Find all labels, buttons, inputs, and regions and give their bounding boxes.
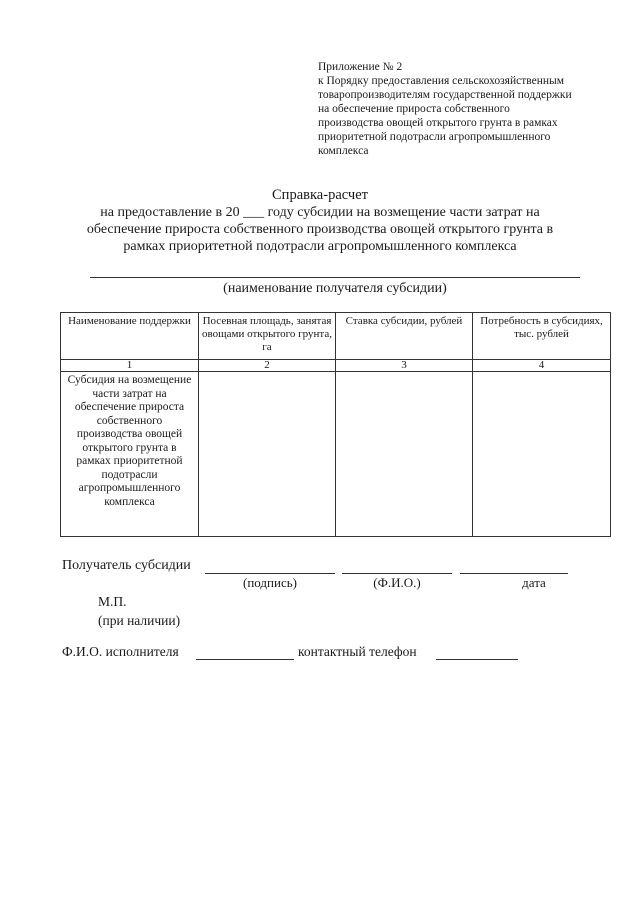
recipient-caption: (наименование получателя субсидии): [223, 281, 447, 296]
title-line: рамках приоритетной подотрасли агропромышленного комплекса: [123, 239, 517, 254]
name-line[interactable]: [342, 573, 452, 574]
recipient-name-line: [90, 277, 580, 278]
annex-line: на обеспечение прироста собственного: [318, 103, 510, 115]
column-header: Ставка субсидии, рублей: [336, 313, 473, 360]
column-number: 3: [336, 360, 473, 372]
phone-line[interactable]: [436, 659, 518, 660]
signature-line[interactable]: [205, 573, 335, 574]
annex-line: Приложение № 2: [318, 61, 403, 73]
annex-header: [318, 60, 618, 158]
annex-line: производства овощей открытого грунта в рамках: [318, 117, 558, 129]
annex-line: к Порядку предоставления сельскохозяйственным: [318, 75, 565, 87]
annex-line: приоритетной подотрасли агропромышленного: [318, 131, 551, 143]
column-number-row: [61, 360, 611, 372]
support-name-cell: Субсидия на возмещение части затрат на обеспечение прироста собственного производства овощей открытого грунта в рамках приоритетной подотрасли агропромышленного комплекса: [61, 372, 199, 537]
name-caption: (Ф.И.О.): [373, 575, 421, 590]
table-header-row: [61, 313, 611, 360]
rate-cell[interactable]: [336, 372, 473, 537]
column-number: 2: [199, 360, 336, 372]
annex-line: товаропроизводителям государственной поддержки: [318, 89, 572, 101]
title-line: на предоставление в 20 ___ году субсидии на возмещение части затрат на: [100, 205, 540, 220]
calculation-table: [60, 312, 611, 537]
column-header: Посевная площадь, занятая овощами открытого грунта, га: [199, 313, 336, 360]
title-line: обеспечение прироста собственного производства овощей открытого грунта в: [86, 222, 554, 237]
date-caption: дата: [522, 575, 546, 590]
area-cell[interactable]: [199, 372, 336, 537]
signature-caption: (подпись): [243, 575, 297, 590]
date-line[interactable]: [460, 573, 568, 574]
stamp-note: (при наличии): [98, 613, 181, 628]
stamp-placeholder: [98, 592, 180, 630]
recipient-signature-label: Получатель субсидии: [62, 558, 191, 573]
annex-line: комплекса: [318, 145, 369, 157]
executor-name-line[interactable]: [196, 659, 294, 660]
title-heading: Справка-расчет: [272, 187, 368, 203]
column-number: 1: [61, 360, 199, 372]
stamp-label: М.П.: [98, 594, 127, 609]
column-header: Потребность в субсидиях, тыс. рублей: [473, 313, 611, 360]
executor-label: Ф.И.О. исполнителя: [62, 644, 179, 659]
need-cell[interactable]: [473, 372, 611, 537]
column-header: Наименование поддержки: [61, 313, 199, 360]
column-number: 4: [473, 360, 611, 372]
table-row: [61, 372, 611, 537]
phone-label: контактный телефон: [298, 644, 417, 659]
document-title: [60, 187, 580, 255]
